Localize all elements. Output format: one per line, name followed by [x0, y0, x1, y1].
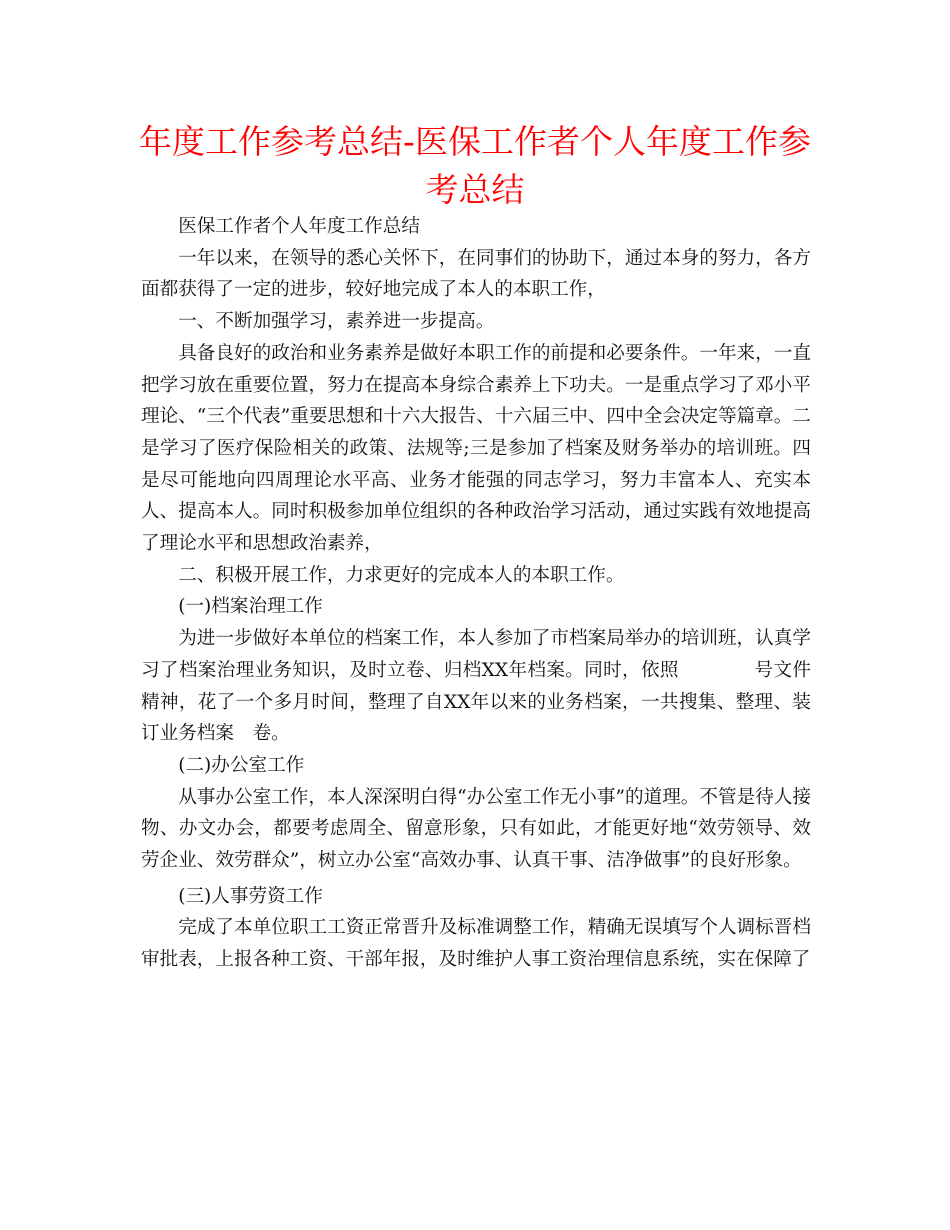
document-title: 年度工作参考总结-医保工作者个人年度工作参考总结 — [139, 122, 811, 209]
document-body — [141, 211, 811, 976]
subtitle-paragraph: 医保工作者个人年度工作总结 — [178, 216, 420, 237]
subsection-heading-personnel: (三)人事劳资工作 — [178, 885, 323, 907]
personnel-paragraph: 完成了本单位职工工资正常晋升及标准调整工作，精确无误填写个人调标晋档审批表，上报各种工资、干部年报，及时维护人事工资治理信息系统，实在保障了 — [141, 917, 811, 971]
section-heading-2: 二、积极开展工作，力求更好的完成本人的本职工作。 — [178, 564, 625, 586]
section-heading-1: 一、不断加强学习，素养进一步提高。 — [178, 311, 495, 333]
archives-paragraph: 为进一步做好本单位的档案工作，本人参加了市档案局举办的培训班，认真学习了档案治理业务知识，及时立卷、归档XX年档案。同时，依照 号文件精神，花了一个多月时间，整理了自XX年以来的业务档案，一共搜集、整理、装订业务档案 卷。 — [141, 628, 811, 745]
subsection-heading-archives: (一)档案治理工作 — [178, 596, 323, 618]
subsection-heading-office: (二)办公室工作 — [178, 754, 305, 776]
section-1-paragraph: 具备良好的政治和业务素养是做好本职工作的前提和必要条件。一年来，一直把学习放在重要位置，努力在提高本身综合素养上下功夫。一是重点学习了邓小平理论、“三个代表”重要思想和十六大报告、十六届三中、四中全会决定等篇章。二是学习了医疗保险相关的政策、法规等;三是参加了档案及财务举办的培训班。四是尽可能地向四周理论水平高、业务才能强的同志学习，努力丰富本人、充实本人、提高本人。同时积极参加单位组织的各种政治学习活动，通过实践有效地提高了理论水平和思想政治素养， — [141, 342, 811, 555]
office-paragraph: 从事办公室工作，本人深深明白得“办公室工作无小事”的道理。不管是待人接物、办文办会，都要考虑周全、留意形象，只有如此，才能更好地“效劳领导、效劳企业、效劳群众”，树立办公室“高效办事、认真干事、洁净做事”的良好形象。 — [141, 786, 811, 872]
intro-paragraph: 一年以来，在领导的悉心关怀下，在同事们的协助下，通过本身的努力，各方面都获得了一定的进步，较好地完成了本人的本职工作， — [141, 247, 811, 301]
